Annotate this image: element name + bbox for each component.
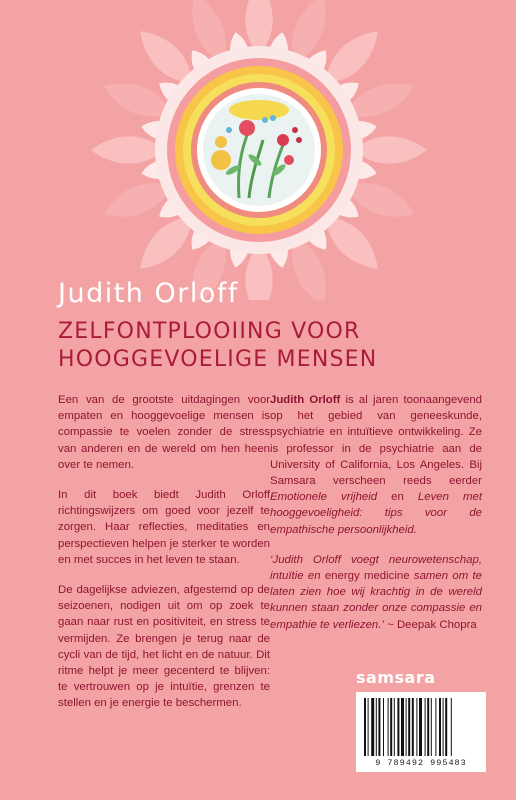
quote-part-b: energy medicine (324, 570, 410, 583)
author-bio-column (270, 392, 482, 647)
isbn-number: 9 789492 995483 (375, 758, 467, 768)
author-bio (270, 392, 482, 538)
title-line: ZELFONTPLOOIING VOOR (58, 319, 361, 344)
book-title-2: Leven met hooggevoeligheid: tips voor de empathische persoonlijkheid. (270, 491, 482, 536)
bio-author-name: Judith Orloff (270, 394, 341, 406)
quote-part-a: ‘Judith Orloff voegt neurowetenschap, intuïtie en (270, 553, 482, 583)
book-title-1: Emotionele vrijheid (270, 491, 378, 504)
blurb-paragraph: Een van de grootste uitdagingen voor empaten en hooggevoelige mensen is compassie te voelen zonder de stress van anderen en de wereld om hen heen over te nemen. (58, 394, 270, 471)
endorsement-quote (270, 552, 482, 633)
blurb-paragraph: In dit boek biedt Judith Orloff richtingswijzers om goed voor jezelf te zorgen. Haar reflecties, meditaties en perspectieven helpen je sterker te worden en met succes in het leven te staan. (58, 489, 270, 566)
blurb-paragraph: De dagelijkse adviezen, afgestemd op de seizoenen, nodigen uit om op zoek te gaan naar rust en positiviteit, en stress te vermijden. Ze brengen je terug naar de cycli van de tijd, het licht en de natuur. Dit ritme helpt je meer gecenterd te blijven: te vertrouwen op je intuïtie, grenzen te stellen en je energie te beschermen. (58, 584, 270, 710)
blurb-column (58, 392, 270, 726)
quote-part-c: samen om te laten zien hoe wij krachtig in de wereld kunnen staan zonder onze compassie en empathie te verliezen.’ (270, 570, 482, 631)
quote-author: ~ Deepak Chopra (383, 618, 477, 631)
publisher-logo: samsara (356, 668, 436, 687)
sun-shape (229, 100, 289, 120)
barcode-icon (364, 698, 478, 756)
bio-text: is al jaren toonaangevend op het gebied van geneeskunde, psychiatrie en intuïtieve ontwikkeling. Ze is professor in de psychiatrie aan de University of California, Los Angeles. Bij Samsara verscheen reeds eerder (270, 394, 482, 488)
barcode-box (356, 692, 486, 772)
book-title (58, 318, 478, 374)
bio-and: en (377, 491, 418, 504)
mandala-illustration (0, 0, 516, 300)
author-name: Judith Orloff (58, 278, 239, 309)
title-line: HOOGGEVOELIGE MENSEN (58, 347, 378, 372)
